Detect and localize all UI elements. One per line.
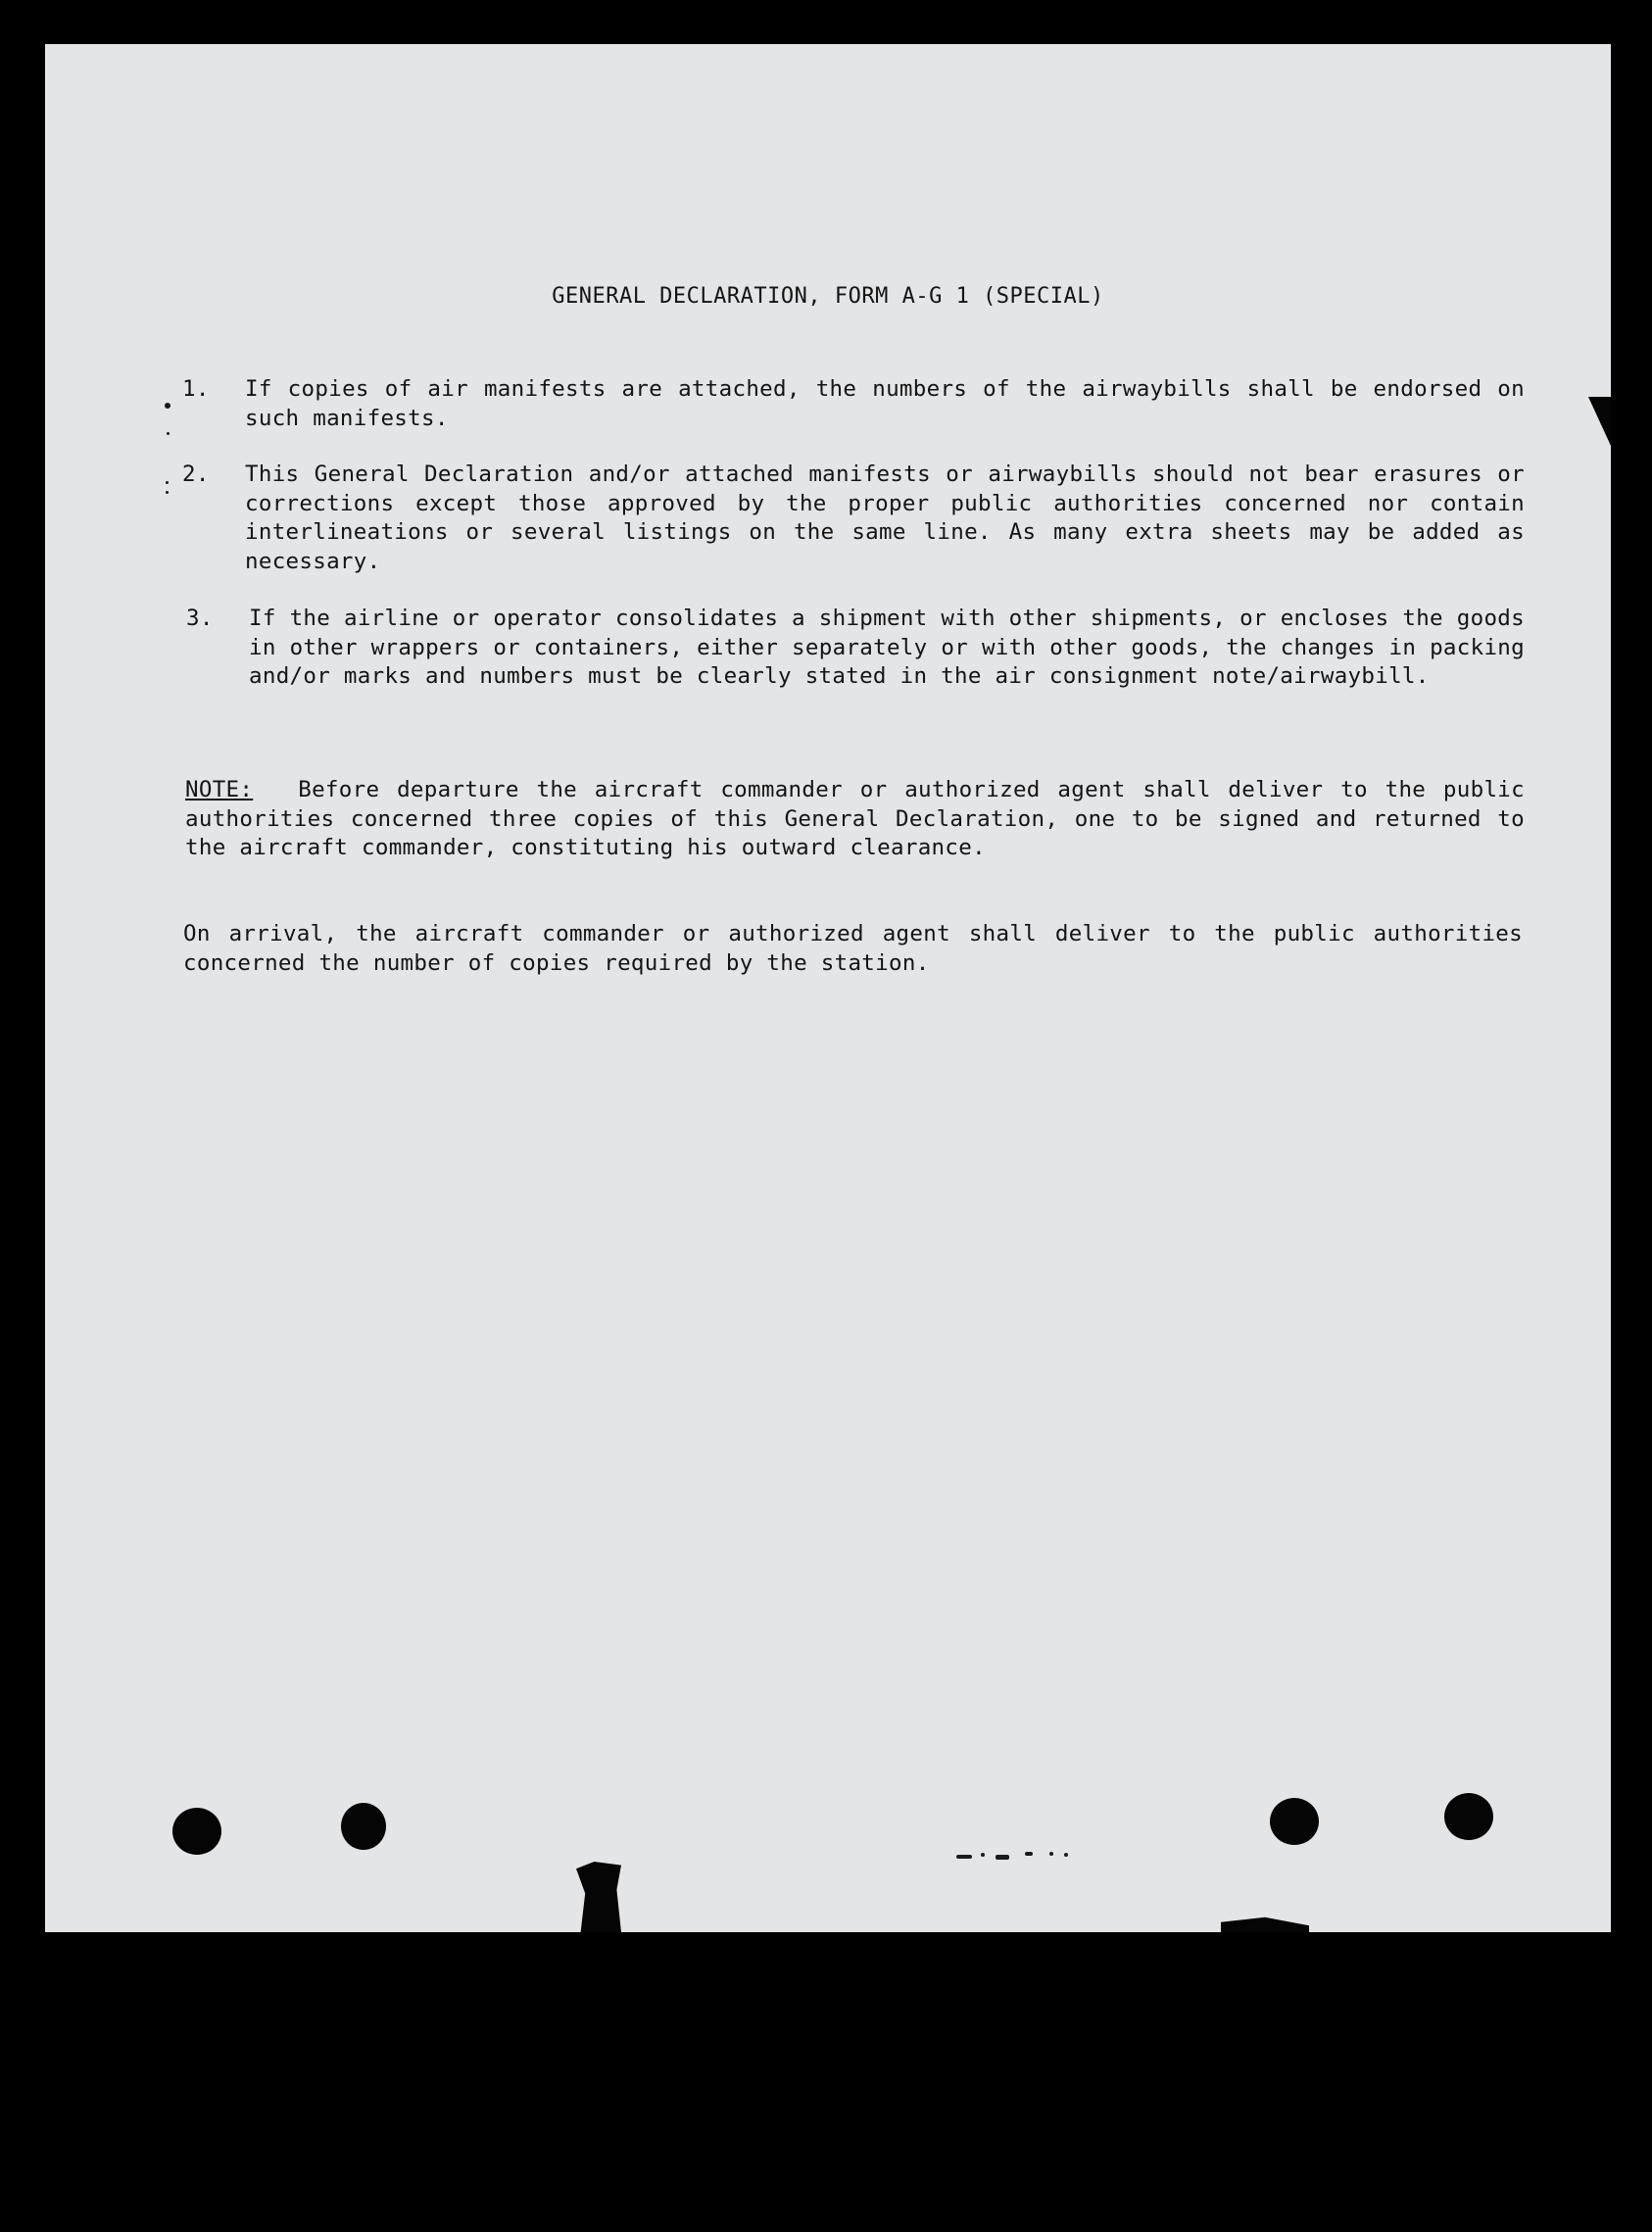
note-paragraph: [185, 776, 1525, 863]
punch-hole: [1444, 1793, 1493, 1840]
item-text: This General Declaration and/or attached manifests or airwaybills should not bear erasures or corrections except those approved by the proper public authorities concerned nor contain interlineations or several listings on the same line. As many extra sheets may be added as necessary.: [245, 461, 1525, 574]
note-text: Before departure the aircraft commander or authorized agent shall deliver to the public authorities concerned three copies of this General Declaration, one to be signed and returned to the aircraft commander, constituting his outward clearance.: [185, 777, 1525, 860]
arrival-paragraph: On arrival, the aircraft commander or authorized agent shall deliver to the public authorities concerned the number of copies required by the station.: [183, 921, 1523, 976]
ink-speck: [165, 403, 170, 409]
ink-speck: [167, 432, 170, 435]
item-number: 1.: [182, 376, 210, 402]
torn-edge: [1588, 397, 1611, 446]
declaration-item-3: [182, 605, 1525, 692]
ink-speck: [956, 1855, 972, 1859]
document-sheet: [45, 44, 1611, 1932]
item-text: If copies of air manifests are attached, the numbers of the airwaybills shall be endorsed on such manifests.: [245, 376, 1525, 431]
item-text: If the airline or operator consolidates a shipment with other shipments, or encloses the goods in other wrappers or containers, either separately or with other goods, the changes in packing and/or marks and numbers must be clearly stated in the air consignment note/airwaybill.: [249, 606, 1525, 689]
declaration-item-1: [182, 375, 1525, 433]
ink-speck: [1064, 1853, 1068, 1857]
ink-speck: [981, 1853, 985, 1857]
punch-hole: [341, 1803, 386, 1850]
note-label: NOTE:: [185, 777, 254, 802]
punch-hole: [172, 1808, 221, 1855]
ink-speck: [996, 1855, 1009, 1860]
torn-edge: [1221, 1916, 1309, 1932]
ink-speck: [1025, 1852, 1033, 1856]
torn-edge: [576, 1862, 621, 1932]
ink-speck: [166, 491, 169, 494]
ink-speck: [166, 481, 169, 484]
item-number: 3.: [186, 606, 214, 631]
declaration-item-2: [182, 461, 1525, 576]
item-number: 2.: [182, 461, 210, 487]
document-title: GENERAL DECLARATION, FORM A-G 1 (SPECIAL): [552, 284, 1104, 309]
punch-hole: [1270, 1798, 1319, 1845]
ink-speck: [1049, 1852, 1053, 1856]
